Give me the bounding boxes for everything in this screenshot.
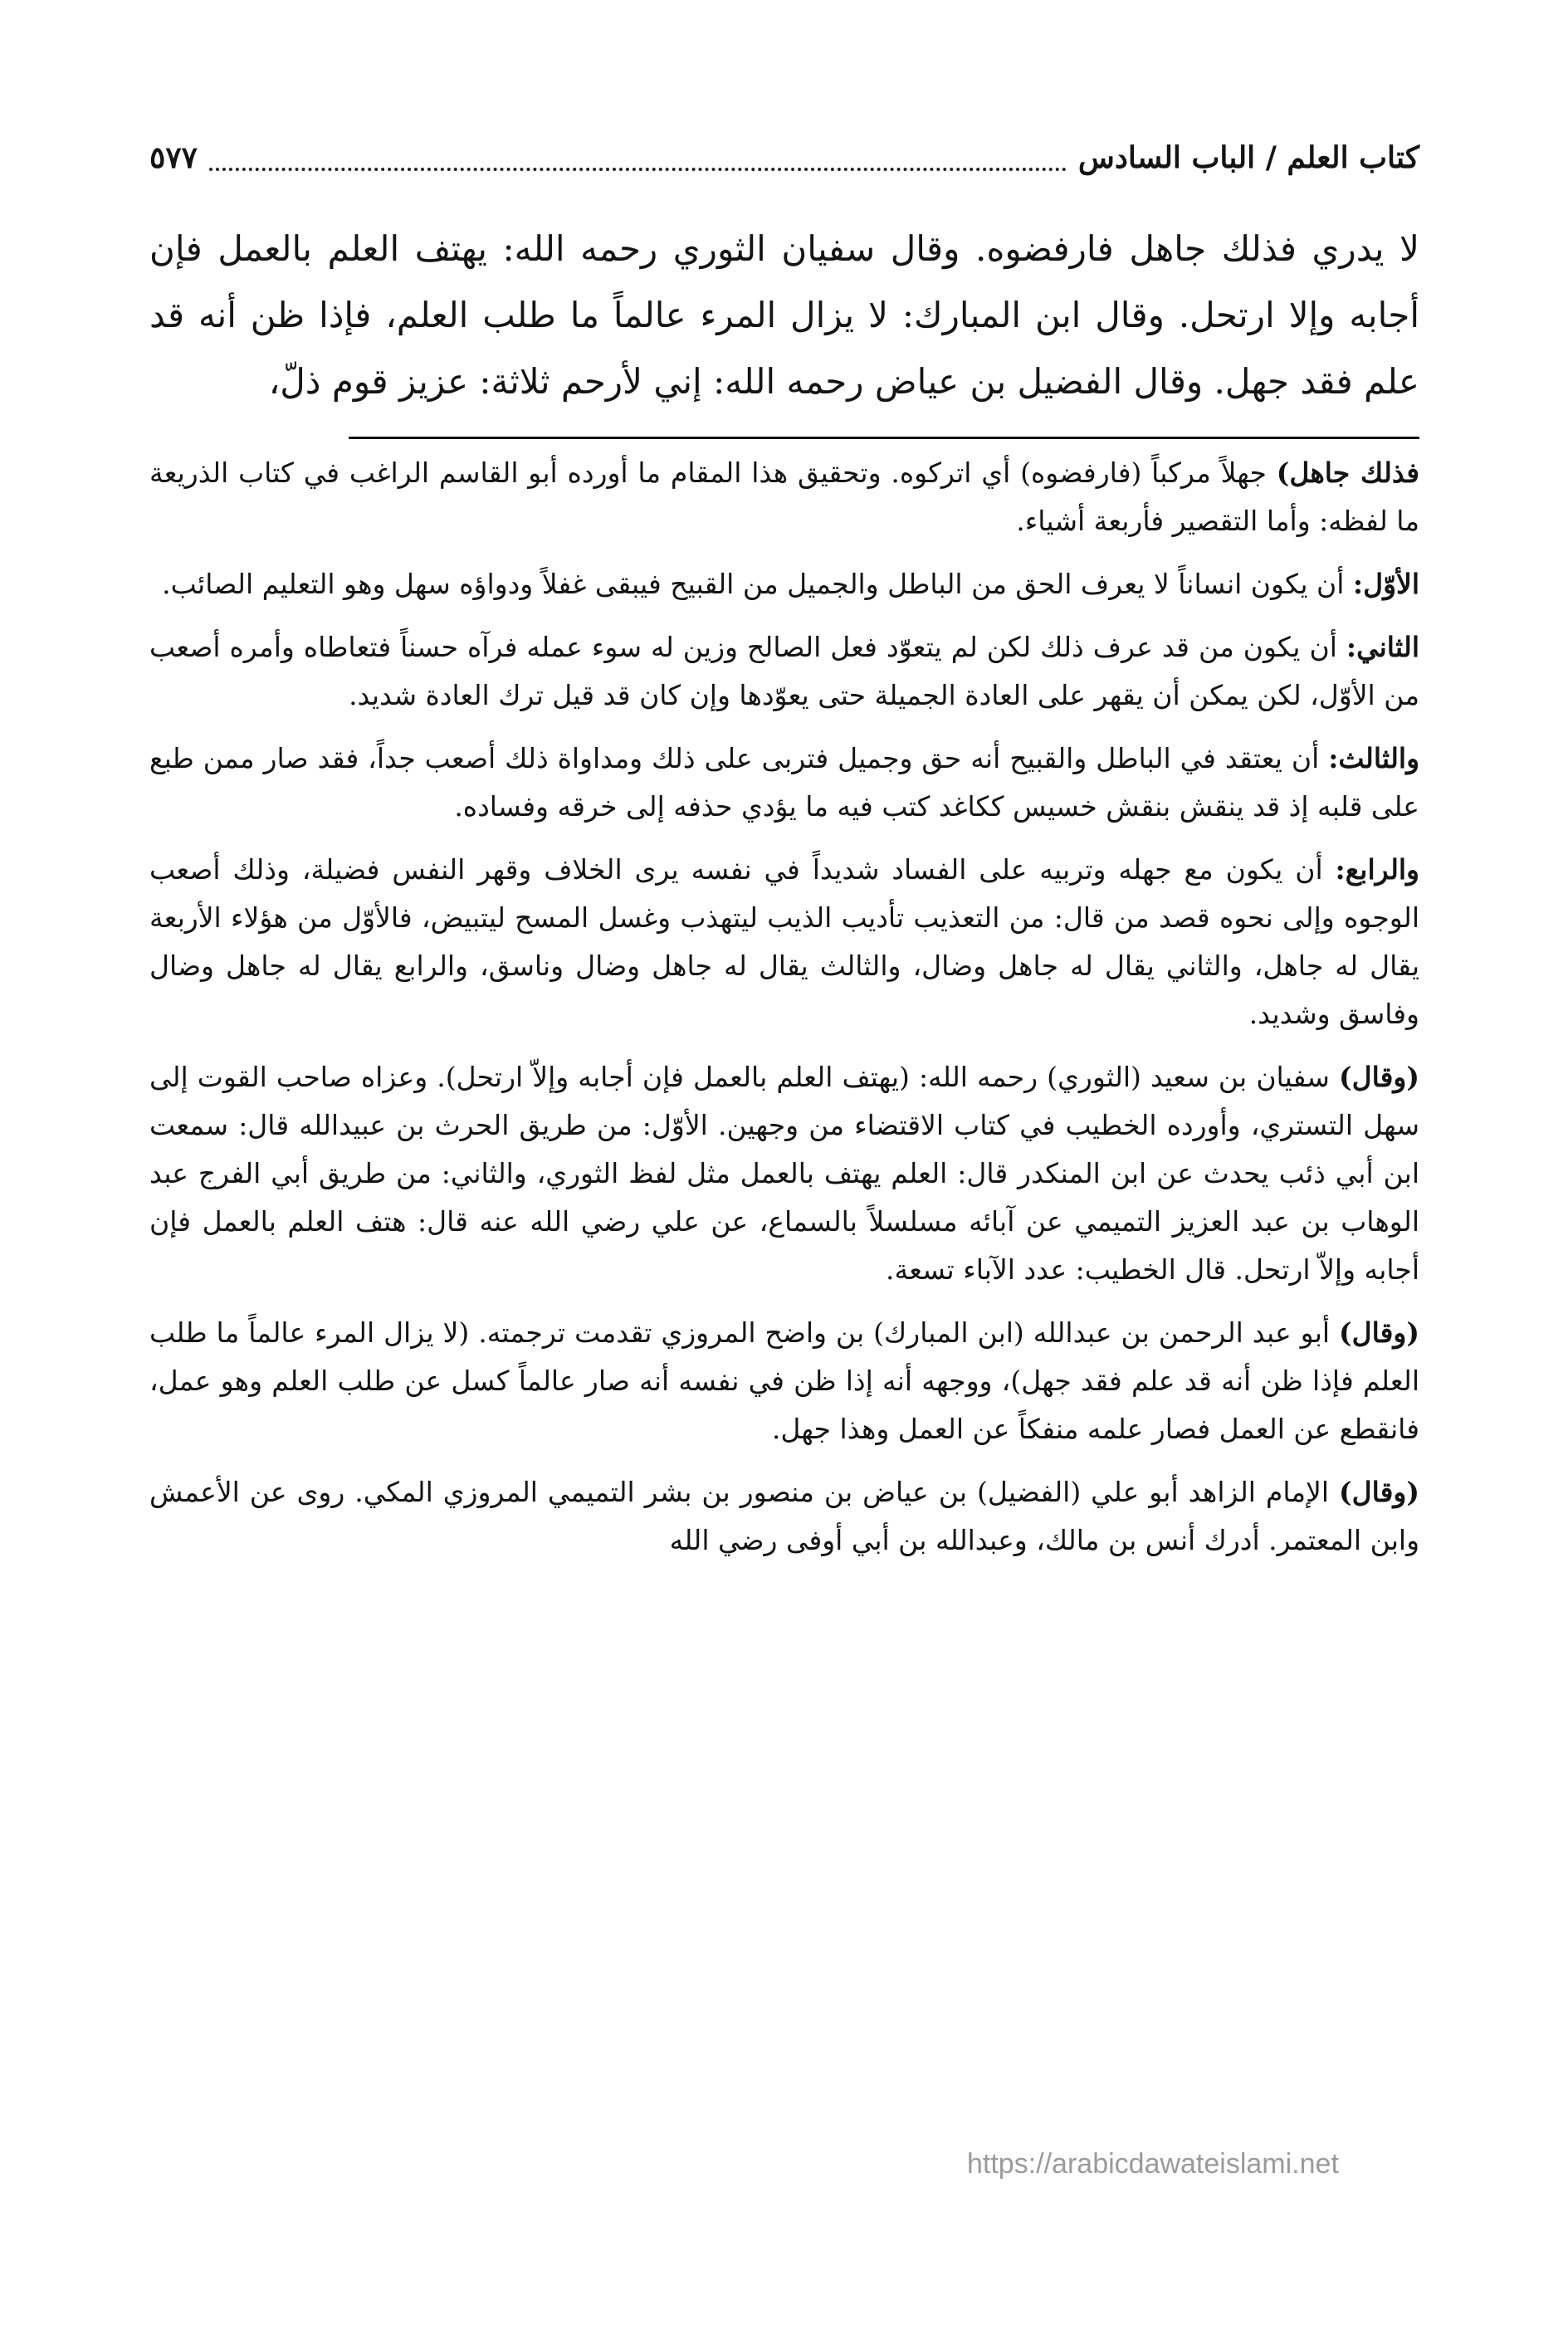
chapter-title: كتاب العلم / الباب السادس (1077, 140, 1419, 175)
commentary-paragraph (149, 1053, 1419, 1294)
commentary-paragraph (149, 449, 1419, 545)
commentary-text: أن يكون انساناً لا يعرف الحق من الباطل والجميل من القبيح فيبقى غفلاً ودواؤه سهل وهو التعليم الصائب. (162, 568, 1345, 600)
footnote-divider (349, 437, 1419, 439)
commentary-paragraph (149, 846, 1419, 1038)
commentary-lead: (وقال) (1339, 1316, 1419, 1349)
commentary-text: أن يعتقد في الباطل والقبيح أنه حق وجميل فتربى على ذلك ومداواة ذلك أصعب جداً، فقد صار ممن طبع على قلبه إذ قد ينقش بنقش خسيس ككاغد كتب فيه ما يؤدي حذفه إلى خرقه وفساده. (149, 742, 1419, 823)
commentary-lead: (وقال) (1339, 1476, 1419, 1508)
commentary-paragraph (149, 1468, 1419, 1565)
leader-dots (209, 168, 1067, 171)
commentary-text: أن يكون مع جهله وتربيه على الفساد شديداً في نفسه يرى الخلاف وقهر النفس فضيلة، وذلك أصعب الوجوه وإلى نحوه قصد من قال: من التعذيب تأديب الذيب ليتهذب وغسل المسح ليتبيض، فالأوّل من هؤلاء الأربعة يقال له جاهل، والثاني يقال له جاهل وضال، والثالث يقال له جاهل وضال وناسق، والرابع يقال له جاهل وضال وفاسق وشديد. (149, 853, 1419, 1030)
commentary-lead: والثالث: (1328, 742, 1419, 774)
commentary-lead: (وقال) (1339, 1061, 1419, 1093)
commentary-text: الإمام الزاهد أبو علي (الفضيل) بن عياض بن منصور بن بشر التميمي المروزي المكي. روى عن الأعمش وابن المعتمر. أدرك أنس بن مالك، وعبدالله بن أبي أوفى رضي الله (149, 1476, 1419, 1556)
main-text: لا يدري فذلك جاهل فارفضوه. وقال سفيان الثوري رحمه الله: يهتف العلم بالعمل فإن أجابه وإلا ارتحل. وقال ابن المبارك: لا يزال المرء عالماً ما طلب العلم، فإذا ظن أنه قد علم فقد جهل. وقال الفضيل بن عياض رحمه الله: إني لأرحم ثلاثة: عزيز قوم ذلّ، (149, 228, 1419, 402)
page-number: ٥٧٧ (149, 140, 198, 175)
commentary-section (149, 449, 1419, 1565)
commentary-paragraph (149, 560, 1419, 608)
commentary-text: أبو عبد الرحمن بن عبدالله (ابن المبارك) بن واضح المروزي تقدمت ترجمته. (لا يزال المرء عالماً ما طلب العلم فإذا ظن أنه قد علم فقد جهل)، ووجهه أنه إذا ظن في نفسه أنه صار عالماً كسل عن طلب العلم وهو عمل، فانقطع عن العمل فصار علمه منفكاً عن العمل وهذا جهل. (149, 1316, 1419, 1445)
commentary-lead: فذلك جاهل) (1276, 457, 1419, 489)
commentary-lead: الأوّل: (1352, 568, 1419, 600)
commentary-paragraph (149, 1309, 1419, 1453)
commentary-paragraph (149, 735, 1419, 831)
commentary-text: أن يكون من قد عرف ذلك لكن لم يتعوّد فعل الصالح وزين له سوء عمله فرآه حسناً فتعاطاه وأمره أصعب من الأوّل، لكن يمكن أن يقهر على العادة الجميلة حتى يعوّدها وإن كان قد قيل ترك العادة شديد. (149, 631, 1419, 711)
commentary-lead: الثاني: (1346, 631, 1419, 663)
commentary-text: جهلاً مركباً (فارفضوه) أي اتركوه. وتحقيق هذا المقام ما أورده أبو القاسم الراغب في كتاب الذريعة ما لفظه: وأما التقصير فأربعة أشياء. (149, 457, 1419, 537)
book-page (149, 125, 1419, 1580)
commentary-text: سفيان بن سعيد (الثوري) رحمه الله: (يهتف العلم بالعمل فإن أجابه وإلاّ ارتحل). وعزاه صاحب القوت إلى سهل التستري، وأورده الخطيب في كتاب الاقتضاء من وجهين. الأوّل: من طريق الحرث بن عبيدالله قال: سمعت ابن أبي ذئب يحدث عن ابن المنكدر قال: العلم يهتف بالعمل مثل لفظ الثوري، والثاني: من طريق أبي الفرج عبد الوهاب بن عبد العزيز التميمي عن آبائه مسلسلاً بالسماع، عن علي رضي الله عنه قال: هتف العلم بالعمل فإن أجابه وإلاّ ارتحل. قال الخطيب: عدد الآباء تسعة. (149, 1061, 1419, 1286)
commentary-paragraph (149, 623, 1419, 720)
commentary-lead: والرابع: (1335, 853, 1419, 886)
watermark-url: https://arabicdawateislami.net (967, 2148, 1339, 2180)
running-header (149, 125, 1419, 183)
